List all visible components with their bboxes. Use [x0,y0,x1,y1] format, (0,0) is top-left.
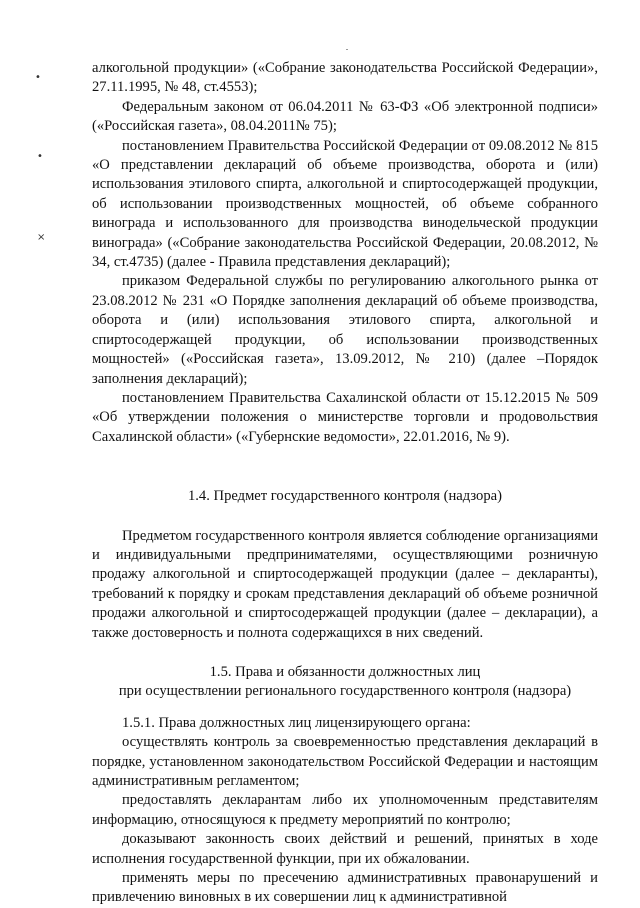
paragraph: приказом Федеральной службы по регулированию алкогольного рынка от 23.08.2012 № 231 «О Порядке заполнения деклараций об объеме производства, оборота и (или) использования этилового спирта, алкогольной и спиртосодержащей продукции, об использовании производственных мощностей» («Российская газета», 13.09.2012, № 210) (далее –Порядок заполнения деклараций); [92,273,598,387]
margin-mark: • [35,72,41,83]
section-heading: 1.4. Предмет государственного контроля (надзора) [187,488,502,505]
paragraph: доказывают законность своих действий и решений, принятых в ходе исполнения государственной функции, при их обжаловании. [92,831,598,867]
margin-mark: × [37,232,46,243]
section-heading: 1.5. Права и обязанности должностных лиц [209,663,481,680]
margin-mark: • [37,151,43,162]
paragraph: постановлением Правительства Российской Федерации от 09.08.2012 № 815 «О представлении деклараций об объеме производства, оборота и (или) использования этилового спирта, алкогольной и спиртосодержащей продукции, об использовании производственных мощностей, об объеме собранного винограда и использованного для производства винодельческой продукции винограда» («Собрание законодательства Российской Федерации, 20.08.2012, № 34, ст.4735) (далее - Правила представления деклараций); [92,137,598,271]
scan-artifact [346,49,348,50]
paragraph: Федеральным законом от 06.04.2011 № 63-ФЗ «Об электронной подписи» («Российская газета», 08.04.2011№ 75); [92,98,598,135]
paragraph: алкогольной продукции» («Собрание законодательства Российской Федерации», 27.11.1995, № 48, ст.4553); [92,60,598,96]
paragraph: применять меры по пресечению административных правонарушений и привлечению виновных в их совершении лиц к административной [92,870,598,906]
paragraph: осуществлять контроль за своевременностью представления деклараций в порядке, установленном законодательством Российской Федерации и настоящим административным регламентом; [92,734,598,789]
document-body [92,59,598,908]
paragraph: 1.5.1. Права должностных лиц лицензирующего органа: [122,714,471,731]
section-heading-subtitle: при осуществлении регионального государственного контроля (надзора) [118,683,572,700]
paragraph: постановлением Правительства Сахалинской области от 15.12.2015 № 509 «Об утверждении положения о министерстве торговли и продовольствия Сахалинской области» («Губернские ведомости», 22.01.2016, № 9). [92,389,598,445]
paragraph: предоставлять декларантам либо их уполномоченным представителям информацию, относящуюся к предмету мероприятий по контролю; [92,792,598,828]
paragraph: Предметом государственного контроля является соблюдение организациями и индивидуальными предпринимателями, осуществляющими розничную продажу алкогольной и спиртосодержащей продукции (далее – декларанты), требований к порядку и срокам представления деклараций об объеме розничной продажи алкогольной и спиртосодержащей продукции (далее – декларации), а также достоверность и полнота содержащихся в них сведений. [92,527,598,641]
